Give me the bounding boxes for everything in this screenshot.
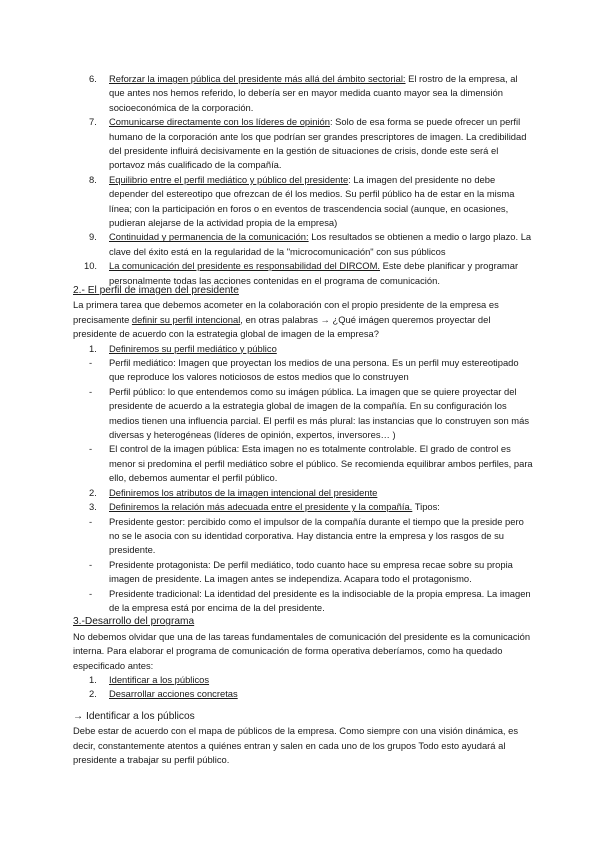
item-heading: Continuidad y permanencia de la comunicación: <box>109 231 309 243</box>
dash-text: Presidente gestor: percibido como el impulsor de la compañía durante el tiempo que la preside pero no se le asocia con su identidad corporativa. Hay distancia entre la empresa y los rasgos de su presidente. <box>109 515 524 556</box>
dash-bullet: - <box>89 587 93 599</box>
spacer <box>73 702 533 710</box>
item-number: 1. <box>89 673 97 685</box>
item-number: 6. <box>89 73 97 84</box>
item-number: 7. <box>89 116 97 128</box>
sub-list-2 <box>73 486 533 515</box>
item-heading: Definiremos la relación más adecuada entre el presidente y la compañía. <box>109 501 413 513</box>
dash-list-2 <box>73 515 533 616</box>
list-item <box>89 173 534 231</box>
item-heading: La comunicación del presidente es responsabilidad del DIRCOM. <box>109 260 380 272</box>
item-text: Este debe planificar y programar personalmente todas las acciones contenidas en el programa de comunicación. <box>109 260 519 286</box>
dash-item <box>73 587 533 616</box>
section-intro <box>73 298 533 341</box>
dash-bullet: - <box>89 385 93 397</box>
paragraph: Debe estar de acuerdo con el mapa de públicos de la empresa. Como siempre con una visión dinámica, es decir, constantemente atentos a quiénes entran y salen en cada uno de los grupos Todo esto ayudará al presidente a trabajar su perfil público. <box>73 725 519 765</box>
dash-bullet: - <box>89 558 93 570</box>
list-item <box>89 500 533 514</box>
dash-item <box>73 558 533 587</box>
item-number: 2. <box>89 486 97 498</box>
dash-text: Presidente tradicional: La identidad del presidente es la indisociable de la propia empresa. La imagen de la empresa está por encima de la del presidente. <box>109 587 531 613</box>
list-item <box>89 673 533 687</box>
principles-list <box>84 72 534 288</box>
dash-item <box>73 515 533 558</box>
item-number: 10. <box>84 260 98 272</box>
dash-list-1 <box>73 356 533 486</box>
item-heading: Identificar a los públicos <box>109 673 210 685</box>
dash-item <box>73 385 533 443</box>
dash-bullet: - <box>89 443 93 455</box>
list-item <box>89 72 534 115</box>
item-heading: Definiremos los atributos de la imagen intencional del presidente <box>109 486 378 498</box>
dash-item <box>73 356 533 385</box>
dash-text: El control de la imagen pública: Esta imagen no es totalmente controlable. El grado de control es menor si predomina el perfil mediático sobre el público. Se recomienda equilibrar ambos perfiles, para ello, debemos aumentar el perfil público. <box>109 443 533 484</box>
sub-list-1 <box>73 342 533 356</box>
list-item <box>89 115 534 173</box>
item-number: 1. <box>89 342 97 354</box>
sub-list-3 <box>73 673 533 702</box>
section-title: 2.- El perfil de imagen del presidente <box>73 285 239 296</box>
item-text: : La imagen del presidente no debe depender del estereotipo que ofrezcan de él los medios. Su perfil público ha de estar en la misma línea; con la participación en foros o en eventos de trascendencia social (aunque, en ocasiones, pudieran alejarse de la actividad propia de la empresa) <box>109 173 515 229</box>
section-intro: No debemos olvidar que una de las tareas fundamentales de comunicación del presidente es la comunicación interna. Para elaborar el programa de comunicación de forma operativa deberíamos, como ha quedado especificado antes: <box>73 630 531 671</box>
dash-bullet: - <box>89 357 93 369</box>
item-heading: Reforzar la imagen pública del presidente más allá del ámbito sectorial: <box>109 73 406 84</box>
intro-text: La primera tarea que debemos acometer en la colaboración con el propio presidente de la empresa es precisamente <box>73 299 499 325</box>
item-text: Tipos: <box>412 501 440 513</box>
intro-emphasis: definir su perfil intencional <box>131 313 241 325</box>
list-item <box>89 230 534 259</box>
item-heading: Desarrollar acciones concretas <box>109 688 238 700</box>
dash-item <box>73 442 533 485</box>
section-title: 3.-Desarrollo del programa <box>73 616 195 628</box>
intro-text-after: , en otras palabras → ¿Qué imágen queremos proyectar del presidente de acuerdo con la estrategia global de imagen de la empresa? <box>73 313 491 340</box>
item-text: Los resultados se obtienen a medio o largo plazo. La clave del éxito está en la regularidad de la "microcomunicación" con sus públicos <box>109 231 532 257</box>
item-number: 9. <box>89 231 97 243</box>
item-text: El rostro de la empresa, al que antes nos hemos referido, lo debería ser en mayor medida cuanto mayor sea la dimensión socioeconómica de la corporación. <box>109 73 518 113</box>
item-number: 3. <box>89 501 97 513</box>
section-perfil-imagen <box>73 284 533 767</box>
item-number: 2. <box>89 688 97 700</box>
dash-text: Perfil público: lo que entendemos como su imágen pública. La imagen que se quiere proyectar del presidente de acuerdo a la estrategia global de imagen de la compañía. En su configuración los medios tienen una influencia parcial. El perfil es más plural: las instancias que lo construyen son más diversas y heterogéneas (líderes de opinión, expertos, inversores… ) <box>109 385 530 441</box>
item-heading: Definiremos su perfil mediático y público <box>109 342 277 354</box>
list-item <box>89 486 533 500</box>
item-heading: Equilibrio entre el perfil mediático y público del presidente <box>109 173 349 185</box>
dash-text: Perfil mediático: Imagen que proyectan los medios de una persona. Es un perfil muy estereotipado que reproduce los valores noticiosos de estos medios que lo construyen <box>109 357 519 383</box>
item-text: : Solo de esa forma se puede ofrecer un perfil humano de la corporación ante los que podrían ser grandes prescriptores de imagen. La credibilidad del presidente influirá decisivamente en la gestión de situaciones de crisis, donde este será el portavoz más cualificado de la compañía. <box>109 116 527 171</box>
item-heading: Comunicarse directamente con los líderes de opinión <box>109 116 330 128</box>
dash-bullet: - <box>89 515 93 527</box>
item-number: 8. <box>89 173 97 185</box>
dash-text: Presidente protagonista: De perfil mediático, todo cuanto hace su empresa recae sobre su propia imagen de presidente. La imagen antes se independiza. Acapara todo el protagonismo. <box>109 558 513 585</box>
list-item <box>89 687 533 701</box>
subsection-title: → Identificar a los públicos <box>73 710 195 722</box>
list-item <box>89 342 533 356</box>
